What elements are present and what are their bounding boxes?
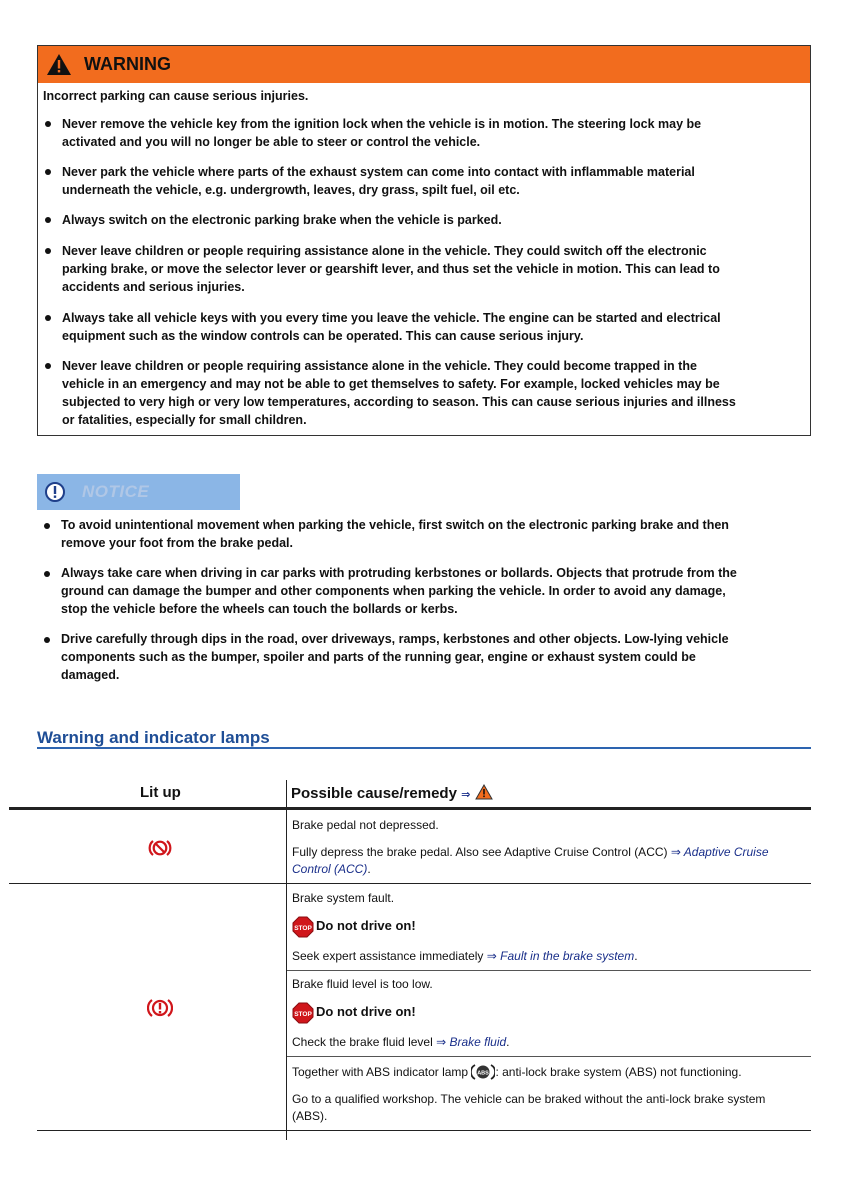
bullet-icon [45, 217, 51, 223]
warning-item-line: activated and you will no longer be able to steer or control the vehicle. [62, 135, 481, 149]
notice-header [37, 474, 240, 510]
row2-abs-line [292, 1063, 742, 1081]
notice-item-line: damaged. [61, 668, 120, 682]
row2-seek-text: Seek expert assistance immediately [292, 949, 487, 963]
notice-item-line: components such as the bumper, spoiler and parts of the running gear, engine or exhaust system could be [61, 650, 696, 664]
row2-fluid-low: Brake fluid level is too low. [292, 977, 433, 991]
stop-sign-icon [292, 916, 314, 938]
stop-sign-label: STOP [294, 1011, 312, 1018]
abs-lamp-label: ABS [477, 1070, 490, 1077]
notice-list [37, 516, 811, 686]
abs-lamp-icon [471, 1063, 495, 1081]
warning-box [37, 45, 811, 436]
warning-intro: Incorrect parking can cause serious injuries. [43, 89, 309, 103]
table-header-lit-up: Lit up [140, 784, 181, 801]
table-column-divider [286, 780, 287, 1140]
table-subrow-divider [287, 1056, 811, 1057]
stop-sign-label: STOP [294, 925, 312, 932]
notice-item-line: To avoid unintentional movement when parking the vehicle, first switch on the electronic parking brake and then [61, 518, 729, 532]
table-header-cause [291, 784, 493, 802]
notice-item-line: ground can damage the bumper and other components when parking the vehicle. In order to avoid any damage, [61, 584, 726, 598]
warning-item-line: Never leave children or people requiring assistance alone in the vehicle. They could switch off the electronic [62, 244, 707, 258]
notice-item-line: stop the vehicle before the wheels can touch the bollards or kerbs. [61, 602, 458, 616]
section-divider [37, 747, 811, 749]
table-subrow-divider [287, 970, 811, 971]
row1-remedy-end: . [367, 862, 371, 876]
acc-link[interactable]: ⇒ Adaptive Cruise [670, 845, 769, 859]
row1-remedy-text: Fully depress the brake pedal. Also see Adaptive Cruise Control (ACC) [292, 845, 671, 859]
warning-item-line: subjected to very high or very low temperatures, according to season. This can cause serious injuries and illness [62, 395, 736, 409]
row2-abs-text: Together with ABS indicator lamp [292, 1065, 472, 1079]
warning-item-line: Never park the vehicle where parts of the exhaust system can come into contact with inflammable material [62, 165, 695, 179]
bullet-icon [44, 637, 50, 643]
section-title: Warning and indicator lamps [37, 728, 270, 747]
notice-item-line: Always take care when driving in car parks with protruding kerbstones or bollards. Objects that protrude from the [61, 566, 737, 580]
row1-remedy [292, 844, 807, 861]
brake-fluid-link[interactable]: ⇒ Brake fluid [436, 1035, 507, 1049]
warning-item-line: Never remove the vehicle key from the ignition lock when the vehicle is in motion. The steering lock may be [62, 117, 702, 131]
header-reference-arrow[interactable]: ⇒ [461, 789, 471, 801]
warning-item-line: or fatalities, especially for small children. [62, 413, 307, 427]
table-row-divider [9, 883, 811, 884]
warning-item-line: underneath the vehicle, e.g. undergrowth, leaves, dry grass, spilt fuel, oil etc. [62, 183, 520, 197]
brake-fault-link[interactable]: ⇒ Fault in the brake system [486, 949, 635, 963]
notice-item-line: Drive carefully through dips in the road, over driveways, ramps, kerbstones and other objects. Low-lying vehicle [61, 632, 729, 646]
table-header-divider [9, 807, 811, 810]
bullet-icon [45, 315, 51, 321]
notice-title: NOTICE [82, 482, 150, 501]
notice-exclamation-icon [44, 481, 66, 503]
warning-triangle-icon [46, 53, 72, 76]
bullet-icon [45, 121, 51, 127]
notice-item-line: remove your foot from the brake pedal. [61, 536, 293, 550]
table-bottom-rule [37, 1130, 811, 1131]
bullet-icon [45, 248, 51, 254]
row2-do-not-drive-2: Do not drive on! [316, 1004, 416, 1019]
row2-fault: Brake system fault. [292, 891, 395, 905]
row2-do-not-drive-1: Do not drive on! [316, 918, 416, 933]
row2-seek-end: . [634, 949, 638, 963]
row2-abs-text-end: : anti-lock brake system (ABS) not functioning. [495, 1065, 742, 1079]
bullet-icon [45, 363, 51, 369]
warning-item-line: equipment such as the window controls can be operated. This can cause serious injury. [62, 329, 584, 343]
warning-item-line: Always switch on the electronic parking brake when the vehicle is parked. [62, 213, 502, 227]
row2-check-fluid [292, 1034, 510, 1051]
warning-title: WARNING [84, 54, 171, 74]
bullet-icon [44, 571, 50, 577]
row2-workshop: Go to a qualified workshop. The vehicle can be braked without the anti-lock brake system [292, 1092, 766, 1106]
brake-system-lamp-icon [147, 997, 173, 1019]
warning-item-line: Always take all vehicle keys with you every time you leave the vehicle. The engine can be started and electrical [62, 311, 721, 325]
warning-item-line: Never leave children or people requiring assistance alone in the vehicle. They could become trapped in the [62, 359, 697, 373]
row2-check-text: Check the brake fluid level [292, 1035, 437, 1049]
row2-check-end: . [506, 1035, 510, 1049]
row1-remedy-cont [292, 861, 371, 878]
brake-pedal-lamp-icon [148, 838, 172, 858]
row2-workshop-cont: (ABS). [292, 1109, 328, 1123]
warning-item-line: vehicle in an emergency and may not be able to get themselves to safety. For example, locked vehicles may be [62, 377, 720, 391]
warning-item-line: parking brake, or move the selector lever or gearshift lever, and thus set the vehicle in motion. This can lead to [62, 262, 720, 276]
acc-link-cont[interactable]: Control (ACC) [292, 862, 368, 876]
bullet-icon [44, 523, 50, 529]
warning-item-line: accidents and serious injuries. [62, 280, 245, 294]
warning-reference-icon[interactable] [475, 784, 493, 800]
row1-cause: Brake pedal not depressed. [292, 818, 439, 832]
bullet-icon [45, 169, 51, 175]
row2-seek-assistance [292, 948, 638, 965]
stop-sign-icon [292, 1002, 314, 1024]
warning-header [38, 46, 810, 83]
table-header-cause-label: Possible cause/remedy [291, 785, 457, 802]
